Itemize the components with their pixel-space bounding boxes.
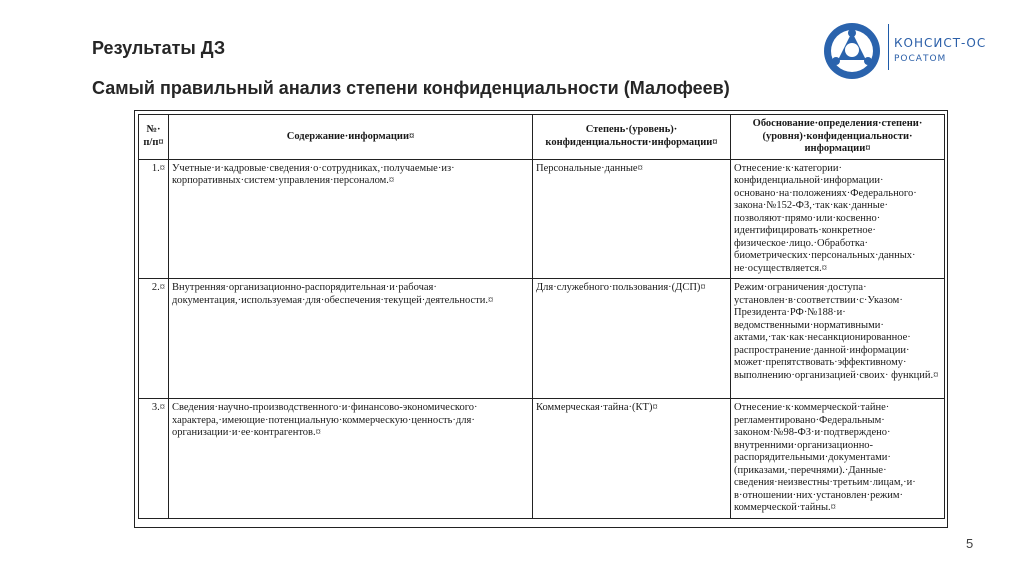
table-row [139, 159, 945, 279]
row-reason: Режим·ограничения·доступа· установлен·в·соответствии·с·Указом· Президента·РФ·№188·и· ведомственными·нормативными· актами,·так·как·несанкционированное· распространение·данной·информации· может·препятствовать·эффективному· выполнению·организацией·своих· функций.¤ [731, 279, 945, 399]
table-row [139, 279, 945, 399]
row-number: 3.¤ [139, 399, 169, 519]
row-content: Внутренняя·организационно-распорядительная·и·рабочая· документация,·используемая·для·обеспечения·текущей·деятельности.¤ [169, 279, 533, 399]
confidentiality-table [138, 114, 945, 519]
row-level: Персональные·данные¤ [533, 159, 731, 279]
logo-parent-name: РОСАТОМ [894, 54, 947, 64]
row-number: 1.¤ [139, 159, 169, 279]
row-level: Для·служебного·пользования·(ДСП)¤ [533, 279, 731, 399]
row-level: Коммерческая·тайна·(КТ)¤ [533, 399, 731, 519]
logo-company-name: КОНСИСТ-ОС [894, 36, 987, 50]
row-number: 2.¤ [139, 279, 169, 399]
header-content: Содержание·информации¤ [169, 115, 533, 160]
row-content: Сведения·научно-производственного·и·финансово-экономического· характера,·имеющие·потенциальную·коммерческую·ценность·для· организации·и·ее·контрагентов.¤ [169, 399, 533, 519]
row-reason: Отнесение·к·коммерческой·тайне· регламентировано·Федеральным· законом·№98-ФЗ·и·подтверждено· внутренними·организационно- распорядительными·документами· (приказами,·перечнями).·Данные· сведения·неизвестны·третьим·лицам,·и· в·отношении·них·установлен·режим· коммерческой·тайны.¤ [731, 399, 945, 519]
table-row [139, 399, 945, 519]
rosatom-logo-icon [822, 20, 992, 82]
slide-title: Результаты ДЗ [92, 38, 226, 58]
header-level: Степень·(уровень)· конфиденциальности·информации¤ [533, 115, 731, 160]
header-number: №· п/п¤ [139, 115, 169, 160]
logo-divider [888, 24, 889, 70]
table-header-row [139, 115, 945, 160]
header-reason: Обоснование·определения·степени· (уровня)·конфиденциальности· информации¤ [731, 115, 945, 160]
slide-subtitle: Самый правильный анализ степени конфиденциальности (Малофеев) [92, 78, 730, 98]
page-number: 5 [966, 536, 974, 551]
row-content: Учетные·и·кадровые·сведения·о·сотрудниках,·получаемые·из· корпоративных·систем·управления·персоналом.¤ [169, 159, 533, 279]
row-reason: Отнесение·к·категории· конфиденциальной·информации· основано·на·положениях·Федерального· закона·№152-ФЗ,·так·как·данные· позволяют·прямо·или·косвенно· идентифицировать·конкретное· физическое·лицо.·Обработка· биометрических·персональных·данных· не·осуществляется.¤ [731, 159, 945, 279]
